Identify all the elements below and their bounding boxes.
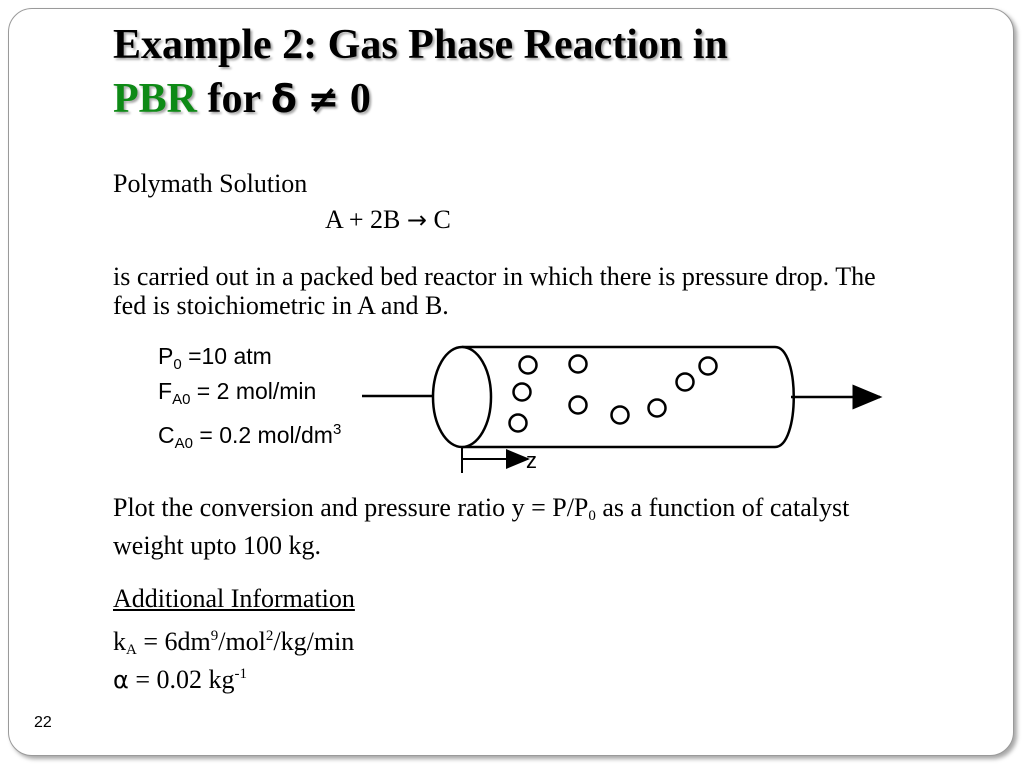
- ca0-superscript: 3: [332, 421, 342, 438]
- plot-subscript: 0: [588, 508, 596, 524]
- reactor-inlet-face: [433, 347, 491, 447]
- title-for: for: [207, 76, 261, 122]
- catalyst-pellet: [612, 407, 629, 424]
- ca0-value: = 0.2 mol/dm: [192, 422, 333, 448]
- title-zero: 0: [349, 76, 371, 122]
- title-pbr: PBR: [113, 76, 197, 122]
- p0-symbol: P: [158, 343, 174, 369]
- reactor-tube: [462, 347, 794, 447]
- fa0-value: = 2 mol/min: [190, 378, 317, 404]
- catalyst-pellet: [649, 400, 666, 417]
- additional-info-heading: Additional Information: [113, 584, 355, 613]
- alpha-superscript: -1: [234, 666, 247, 682]
- reaction-description: is carried out in a packed bed reactor in which there is pressure drop. The fed is stoichiometric in A and B.: [113, 262, 876, 320]
- title-delta-symbol: δ: [270, 77, 297, 121]
- page-number: 22: [34, 714, 52, 731]
- catalyst-pellet: [570, 356, 587, 373]
- alpha-parameter: [113, 660, 247, 695]
- plot-text-2: as a function of catalyst weight upto 100 kg.: [113, 493, 850, 560]
- ka-value-3: /kg/min: [273, 627, 355, 656]
- rate-constant: [113, 622, 354, 665]
- reaction-arrow-icon: →: [406, 206, 427, 234]
- title-not-equal-symbol: ≠: [307, 77, 340, 121]
- title-line-1: Example 2: Gas Phase Reaction in: [113, 22, 728, 68]
- ka-subscript: A: [126, 642, 137, 658]
- ca0-symbol: C: [158, 422, 175, 448]
- reaction-reactants: A + 2B: [325, 205, 401, 234]
- ka-value-2: /mol: [218, 627, 266, 656]
- z-axis-label: z: [526, 448, 537, 473]
- catalyst-pellet: [520, 357, 537, 374]
- p0-value: =10 atm: [181, 343, 272, 369]
- catalyst-pellet: [700, 358, 717, 375]
- catalyst-pellet: [677, 374, 694, 391]
- ka-value-1: = 6dm: [136, 627, 211, 656]
- ka-symbol: k: [113, 627, 126, 656]
- alpha-value: = 0.02 kg: [128, 665, 235, 694]
- catalyst-pellets: [510, 356, 717, 432]
- ca0-subscript: A0: [174, 435, 193, 452]
- reactor-drawing: [150, 335, 890, 475]
- fa0-symbol: F: [158, 378, 173, 404]
- reaction-equation: [325, 205, 451, 235]
- pbr-diagram: [150, 335, 890, 475]
- plot-text-1: Plot the conversion and pressure ratio y = P/P: [113, 493, 589, 522]
- slide-title: [113, 18, 728, 126]
- plot-instruction: [113, 493, 913, 560]
- ka-sup-2: 2: [265, 628, 274, 644]
- catalyst-pellet: [514, 384, 531, 401]
- catalyst-pellet: [510, 415, 527, 432]
- reaction-product: C: [433, 205, 451, 234]
- catalyst-pellet: [570, 397, 587, 414]
- ka-sup-1: 9: [210, 628, 219, 644]
- alpha-symbol: α: [113, 666, 129, 694]
- p0-subscript: 0: [173, 356, 182, 373]
- polymath-label: Polymath Solution: [113, 169, 308, 198]
- fa0-subscript: A0: [172, 391, 191, 408]
